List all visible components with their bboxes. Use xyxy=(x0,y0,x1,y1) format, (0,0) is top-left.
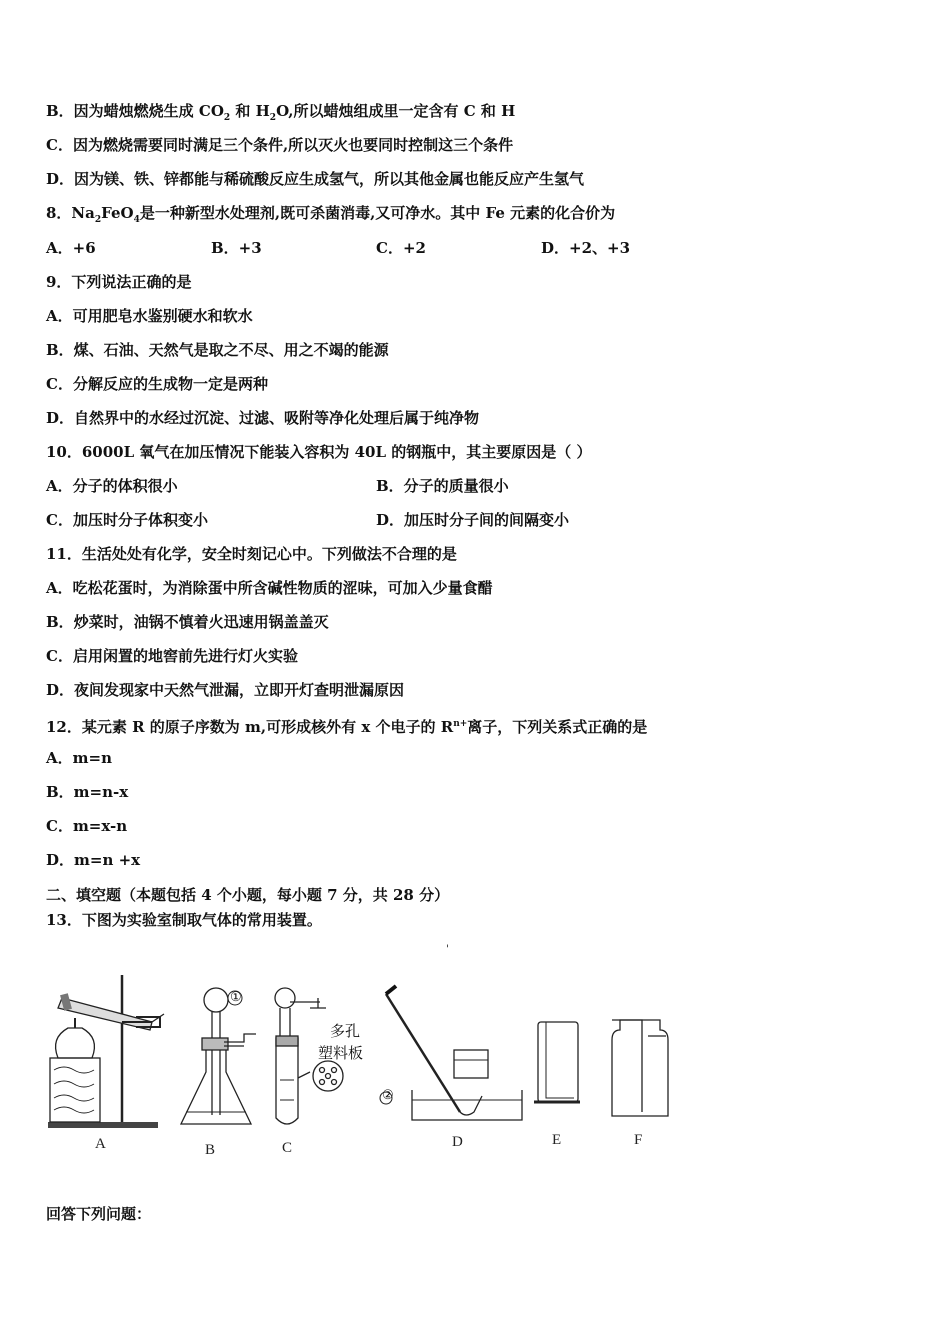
q9-stem: 9．下列说法正确的是 xyxy=(46,273,192,291)
q8-stem: 8．$Na_2FeO_4$是一种新型水处理剂,既可杀菌消毒,又可净水。其中 Fe 元素的化合价为 xyxy=(46,204,616,225)
figure-label-f: F xyxy=(634,1132,643,1148)
q8-option-c: C．+2 xyxy=(376,239,426,257)
q9-option-a: A．可用肥皂水鉴别硬水和软水 xyxy=(46,307,253,325)
q12-option-c: C．m=x-n xyxy=(46,817,128,835)
q12-option-a: A．m=n xyxy=(46,749,112,767)
q11-option-b: B．炒菜时，油锅不慎着火迅速用锅盖盖灭 xyxy=(46,613,329,631)
q11-option-c: C．启用闲置的地窖前先进行灯火实验 xyxy=(46,647,298,665)
q11-option-a: A．吃松花蛋时，为消除蛋中所含碱性物质的涩味，可加入少量食醋 xyxy=(46,579,493,597)
q7-option-d: D．因为镁、铁、锌都能与稀硫酸反应生成氢气，所以其他金属也能反应产生氢气 xyxy=(46,170,585,188)
apparatus-figure xyxy=(40,960,690,1170)
q10-option-b: B．分子的质量很小 xyxy=(376,477,509,495)
q10-option-c: C．加压时分子体积变小 xyxy=(46,511,208,529)
q7-option-b: B．因为蜡烛燃烧生成 $CO_2$ 和 $H_2O$,所以蜡烛组成里一定含有 C 和 H xyxy=(46,102,516,123)
apparatus-b xyxy=(181,988,256,1124)
callout-1: ① xyxy=(230,990,242,1005)
q8-option-d: D．+2、+3 xyxy=(541,239,631,257)
q8-option-b: B．+3 xyxy=(211,239,262,257)
figure-label-d: D xyxy=(452,1134,463,1150)
figure-label-a: A xyxy=(95,1136,106,1152)
q10-option-d: D．加压时分子间的间隔变小 xyxy=(376,511,570,529)
q9-option-c: C．分解反应的生成物一定是两种 xyxy=(46,375,268,393)
apparatus-f xyxy=(612,1020,668,1116)
section-heading: 二、填空题（本题包括 4 个小题，每小题 7 分，共 28 分） xyxy=(46,886,450,904)
apparatus-a xyxy=(48,975,164,1128)
q10-option-a: A．分子的体积很小 xyxy=(46,477,178,495)
q9-option-b: B．煤、石油、天然气是取之不尽、用之不竭的能源 xyxy=(46,341,389,359)
q12-stem: 12．某元素 R 的原子序数为 m,可形成核外有 x 个电子的 $R^{n+}$离子，下列关系式正确的是 xyxy=(46,718,648,736)
figure-label-b: B xyxy=(205,1142,216,1158)
q9-option-d: D．自然界中的水经过沉淀、过滤、吸附等净化处理后属于纯净物 xyxy=(46,409,480,427)
q11-stem: 11．生活处处有化学，安全时刻记心中。下列做法不合理的是 xyxy=(46,545,457,563)
q13-stem: 13．下图为实验室制取气体的常用装置。 xyxy=(46,911,322,929)
figure-label-e: E xyxy=(552,1132,562,1148)
q10-stem: 10．6000L 氧气在加压情况下能装入容积为 40L 的钢瓶中，其主要原因是（ ） xyxy=(46,443,592,461)
q11-option-d: D．夜间发现家中天然气泄漏，立即开灯查明泄漏原因 xyxy=(46,681,405,699)
q8-option-a: A．+6 xyxy=(46,239,96,257)
answer-prompt: 回答下列问题： xyxy=(46,1205,152,1223)
stray-mark: ' xyxy=(446,944,449,955)
porous-plate-label-2: 塑料板 xyxy=(318,1044,364,1062)
q12-option-d: D．m=n +x xyxy=(46,851,141,869)
figure-label-c: C xyxy=(282,1140,293,1156)
apparatus-e xyxy=(534,1022,580,1102)
q7-option-c: C．因为燃烧需要同时满足三个条件,所以灭火也要同时控制这三个条件 xyxy=(46,136,514,154)
apparatus-d xyxy=(380,986,522,1120)
porous-plate-label-1: 多孔 xyxy=(330,1022,361,1040)
callout-2: ② xyxy=(382,1088,394,1103)
q12-option-b: B．m=n-x xyxy=(46,783,129,801)
